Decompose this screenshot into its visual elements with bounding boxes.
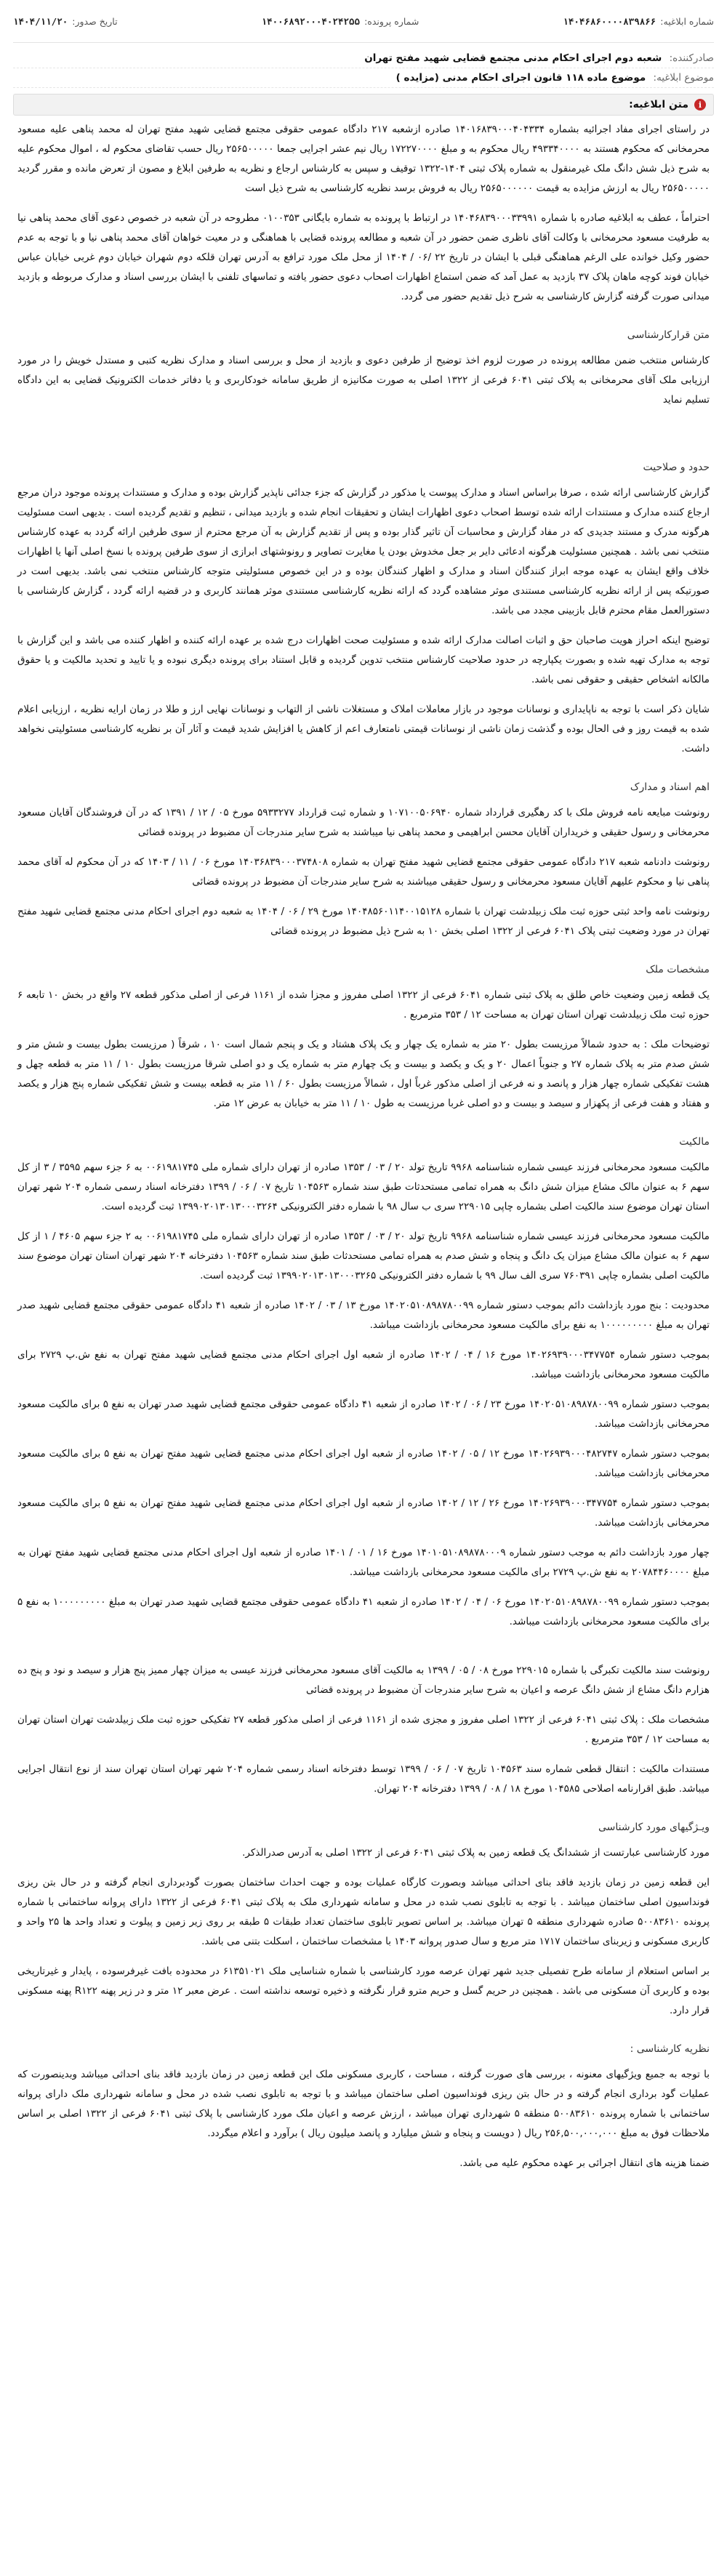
issue-date-label: تاریخ صدور: <box>72 15 118 27</box>
notice-header <box>13 0 714 43</box>
opinion-paragraph: با توجه به جمیع ویژگیهای معنونه ، بررسی های صورت گرفته ، مساحت ، کاربری مسکونی ملک این قطعه زمین در زمان بازدید فاقد بنای احداثی میباشد وبدینصورت که عملیات گود برداری انجام گرفته و در حال بتن ریزی فونداسیون اصلی ساختمان میباشد و با توجه به تابلوی نصب شده در محل و سامانه شهرداری ملک دارای پروانه ساختمانی با شماره پرونده ۵۰۰۸۳۶۱۰ منطقه ۵ شهرداری تهران میباشد ، ارزش عرصه و اعیان ملک مورد کارشناسی با پلاک ثبتی ۶۰۴۱ فرعی از ۱۳۲۲ اصلی بر اساس ملاحظات فوق به مبلغ ۲۵۶,۵۰۰,۰۰۰,۰۰۰ ریال ( دویست و پنجاه و شش میلیارد و پانصد میلیون ریال ) برآورد و اعلام میگردد. <box>17 2069 710 2139</box>
issue-date-value: ۱۴۰۴/۱۱/۲۰ <box>13 15 68 27</box>
location-paragraph: بر اساس استعلام از سامانه طرح تفصیلی جدید شهر تهران عرصه مورد کارشناسی با شماره شناسایی ملک ۶۱۳۵۱۰۲۱ در محدوده بافت غیرفرسوده ، پایدار و غیرتاریخی بوده و کاربری آن مسکونی می باشد . همچنین در حریم گسل و حریم مترو قرار نگرفته و ذخیره توسعه نداشته است . عرض معبر ۱۲ متر و در زیر پهنه R۱۲۲ پهنه مسکونی قرار دارد. <box>17 1965 710 2016</box>
scope-paragraph: گزارش کارشناسی ارائه شده ، صرفا براساس اسناد و مدارک پیوست یا مذکور در گزارش که جزء جدائی ناپذیر گزارش بوده و مدارک و مستندات پرونده موجود دران مرجع ارجاع کننده مدارک و مستندات ارائه شده توسط اصحاب دعوی اظهارات ایشان و تحقیقات انجام شده و بازدید میدانی ، تنظیم و تقدیم گردیده است . بدیهی است مسئولیت هرگونه مدرک و مستند جدیدی که در مفاد گزارش و محاسبات آن تاثیر گذار بوده و پس از تقدیم گزارش به آن مرجع محترم از سوی طرفین ارائه گردد به عهده کارشناس منتخب نمی باشد . همچنین مسئولیت هرگونه ادعائی دایر بر جعل مخدوش بودن یا مغایرت تصاویر و رونوشتهای ابرازی از سوی طرفین پرونده با نسخ اصلی آنها یا اظهارات خلاف واقع ایشان به عهده موجه ابراز کنندگان اسناد و مدارک و اظهار کنندگان بوده و در این خصوص مسئولیتی متوجه کارشناس منتخب نمی باشد. بدیهی است در صورتیکه پس از ارائه نظریه کارشناسی مستندی موثر مشاهده گردد که ارائه نظریه کارشناسی مستندی موثر همانند کاربری و در قضیه ارائه گردد ، گزارش کارشناسی با دستورالعمل مقام محترم قابل بازبینی مجدد می باشد. <box>17 487 710 616</box>
subject-label: موضوع ابلاغیه: <box>653 72 714 84</box>
features-heading: ویـژگیهای مورد کارشناسی <box>598 1822 710 1833</box>
document-paragraph: رونوشت دادنامه شعبه ۲۱۷ دادگاه عمومی حقوقی مجتمع قضایی شهید مفتح تهران به شماره ۱۴۰۳۶۸۳۹۰۰۰۳۷۴۸۰۸ مورخ ۰۶ / ۱۱ / ۱۴۰۳ که در آن محکوم له آقای محمد پناهی نیا و محکوم علیهم آقایان مسعود محرمخانی و رسول حقیقی میباشند به شرح سایر مندرجات آن مضبوط در پرونده قضائی <box>17 856 710 887</box>
notice-number-label: شماره ابلاغیه: <box>660 15 714 27</box>
subject-value: موضوع ماده ۱۱۸ قانون اجرای احکام مدنی (مزایده ) <box>395 72 646 84</box>
case-number <box>262 16 419 27</box>
assignment-heading: متن قرارکارشناسی <box>627 329 710 341</box>
issuer-label: صادرکننده: <box>669 52 714 64</box>
deed-paragraph: مستندات مالکیت : انتقال قطعی شماره سند ۱۰۴۵۶۳ تاریخ ۰۷ / ۰۶ / ۱۳۹۹ توسط دفترخانه اسناد رسمی شماره ۲۰۴ شهر تهران استان تهران سند از نوع انتقال اجرایی میباشد. طبق اقرارنامه اصلاحی ۱۰۴۵۸۵ مورخ ۱۸ / ۰۸ / ۱۳۹۹ دفترخانه ۲۰۴ تهران. <box>17 1763 710 1795</box>
restriction-paragraph: بموجب دستور شماره ۱۴۰۲۰۵۱۰۸۹۸۷۸۰۰۹۹ مورخ ۰۶ / ۰۴ / ۱۴۰۲ صادره از شعبه ۴۱ دادگاه عمومی حقوقی مجتمع قضایی شهید صدر تهران به مبلغ ۱۰۰۰۰۰۰۰۰۰ به نفع ۵ برای مالکیت مسعود محرمخانی بازداشت میباشد. <box>17 1596 710 1627</box>
features-paragraph: مورد کارشناسی عبارتست از ششدانگ یک قطعه زمین به پلاک ثبتی ۶۰۴۱ فرعی از ۱۳۲۲ اصلی به آدرس صدرالذکر. <box>242 1847 710 1859</box>
notice-text-heading <box>13 94 714 116</box>
deed-paragraph: رونوشت سند مالکیت تکبرگی با شماره ۲۲۹۰۱۵ مورخ ۰۸ / ۰۵ / ۱۳۹۹ به مالکیت آقای مسعود محرمخانی فرزند عیسی به میزان چهار ممیز پنج هزار و سیصد و نود و پنج ده هزارم دانگ مشاع از شش دانگ عرصه و اعیان به شرح سایر مندرجات آن مضبوط در پرونده قضائی <box>17 1665 710 1696</box>
restriction-paragraph: بموجب دستور شماره ۱۴۰۲۶۹۳۹۰۰۰۴۸۲۷۴۷ مورخ ۱۲ / ۰۵ / ۱۴۰۲ صادره از شعبه اول اجرای احکام مدنی مجتمع قضایی شهید مفتح تهران به نفع ۵ برای مالکیت مسعود محرمخانی بازداشت میباشد. <box>17 1448 710 1479</box>
scope-paragraph: توضیح اینکه احراز هویت صاحبان حق و اثبات اصالت مدارک ارائه شده و مسئولیت صحت اظهارات درج شده بر عهده ارائه کننده و اظهار کننده می باشد و این گزارش با توجه به مدارک تهیه شده و بصورت یکپارچه در حدود صلاحیت کارشناس منتخب تدوین گردیده و قابل استناد برای پرونده دیگری نبوده و یا تایید و تحدید مالکیت و یا حقوق مالکانه اشخاص حقیقی و حقوقی نمی باشد. <box>17 635 710 685</box>
document-paragraph: رونوشت نامه واحد ثبتی حوزه ثبت ملک زبیلدشت تهران با شماره ۱۴۰۴۸۵۶۰۱۱۴۰۰۱۵۱۲۸ مورخ ۲۹ / ۰۶ / ۱۴۰۴ به شعبه دوم اجرای احکام مدنی مجتمع قضایی شهید مفتح تهران در مورد وضعیت ثبتی پلاک ۶۰۴۱ فرعی از ۱۳۲۲ اصلی بخش ۱۰ به شرح ذیل مضبوط در پرونده قضائی <box>17 906 710 937</box>
document-paragraph: رونوشت مبایعه نامه فروش ملک با کد رهگیری قرارداد شماره ۱۰۷۱۰۰۵۰۶۹۴۰ و شماره ثبت قرارداد ۵۹۳۳۲۷۷ مورخ ۰۵ / ۱۲ / ۱۳۹۱ که در آن فروشندگان آقایان مسعود محرمخانی و رسول حقیقی و خریداران آقایان محسن ابراهیمی و محمد پناهی نیا میباشند به شرح سایر مندرجات آن مضبوط در پرونده قضائی <box>17 807 710 838</box>
ownership-paragraph: مالکیت مسعود محرمخانی فرزند عیسی شماره شناسنامه ۹۹۶۸ تاریخ تولد ۲۰ / ۰۳ / ۱۳۵۳ صادره از تهران دارای شماره ملی ۰۰۶۱۹۸۱۷۴۵ به ۲ جزء سهم ۴۶۰۵ / ۱ از کل سهم ۶ به عنوان مالک مشاع میزان یک دانگ و پنجاه و شش صدم به همراه تمامی مستحدثات طبق سند شماره ۱۰۴۵۶۳ دفترخانه ۲۰۴ شهر تهران استان تهران موضوع سند مالکیت اصلی بشماره چاپی ۷۶۰۳۹۱ سری الف سال ۹۹ با شماره دفتر الکترونیکی ۱۳۹۹۰۲۰۱۳۰۱۳۰۰۰۳۲۶۵ ثبت گردیده است. <box>17 1231 710 1281</box>
specs-paragraph: توضیحات ملک : به حدود شمالاً مرزیست بطول ۲۰ متر به شماره یک چهار و یک پلاک هشتاد و یک و پنجم شمال است ۱۰ ، شرقاً ( مرزیست بطول بیست و شش متر و شش صدم متر به پلاک شماره ۲۷ و جنوباً اعمال ۲۰ و یک و یکصد و بیست و یک چهارم متر به شماره یک و دو اصلی شرقا مرزیست بطول ۱۰ / ۱۱ متر به قطعه چهل و هشت تفکیکی شماره چهار هزار و پانصد و نه فرعی از اصلی مذکور غرباً اول ، شمالاً مرزیست بطول ۶۰ / ۱۱ متر به قطعه بیست و شش تفکیکی شماره پنج هزار و یکصد و هفتاد و هفت فرعی از پکهزار و سیصد و بیست و دو اصلی غربا مرزیست به طول ۱۰ / ۱۱ متر به خیابان به عرض ۱۲ متر. <box>17 1039 710 1109</box>
opinion-paragraph: ضمنا هزینه های انتقال اجرائی بر عهده محکوم علیه می باشد. <box>459 2157 710 2169</box>
notice-body <box>13 116 714 2173</box>
scope-paragraph: شایان ذکر است با توجه به ناپایداری و نوسانات موجود در بازار معاملات املاک و مستغلات ناشی از التهاب و نوسانات نهایی ارز و طلا در زمان ارایه نظریه ، ارزیابی اعلام شده به قیمت روز و فی الحال بوده و گذشت زمان ناشی از نوسانات قیمتی نامتعارف اعم از کاهش یا افزایش شدید قیمت و آثار آن بر نظریه کارشناسی مسئولیتی نخواهد داشت. <box>17 704 710 754</box>
scope-heading: حدود و صلاحیت <box>643 462 710 473</box>
ownership-paragraph: مالکیت مسعود محرمخانی فرزند عیسی شماره شناسنامه ۹۹۶۸ تاریخ تولد ۲۰ / ۰۳ / ۱۳۵۳ صادره از تهران دارای شماره ملی ۰۰۶۱۹۸۱۷۴۵ به ۶ جزء سهم ۳۵۹۵ / ۳ از کل سهم ۶ به عنوان مالک مشاع میزان شش دانگ به همراه تمامی مستحدثات طبق سند شماره ۱۰۴۵۶۳ تاریخ ۰۷ / ۰۶ / ۱۳۹۹ دفترخانه اسناد رسمی شماره ۲۰۴ شهر تهران استان تهران موضوع سند مالکیت اصلی بشماره چاپی ۲۲۹۰۱۵ سری ب سال ۹۸ با شماره دفتر الکترونیکی ۱۳۹۹۰۲۰۱۳۰۱۳۰۰۰۳۲۶۴ ثبت گردیده است. <box>17 1162 710 1212</box>
issue-date <box>13 16 118 27</box>
deed-paragraph: مشخصات ملک : پلاک ثبتی ۶۰۴۱ فرعی از ۱۳۲۲ اصلی مفروز و مجزی شده از ۱۱۶۱ فرعی از اصلی مذکور قطعه ۲۷ تفکیکی حوزه ثبت ملک زبیلدشت تهران استان تهران به مساحت ۱۲ / ۳۵۳ مترمربع . <box>17 1714 710 1745</box>
opinion-heading: نظریه کارشناسی : <box>630 2043 710 2055</box>
restriction-paragraph: بموجب دستور شماره ۱۴۰۲۶۹۳۹۰۰۰۳۴۷۷۵۴ مورخ ۱۶ / ۰۴ / ۱۴۰۲ صادره از شعبه اول اجرای احکام مدنی مجتمع قضایی شهید مفتح تهران به نفع ش.پ ۲۷۲۹ برای مالکیت مسعود محرمخانی بازداشت میباشد. <box>17 1349 710 1380</box>
ownership-heading: مالکیت <box>679 1136 710 1148</box>
case-number-value: ۱۴۰۰۶۸۹۲۰۰۰۴۰۲۴۲۵۵ <box>261 15 361 27</box>
features-paragraph: این قطعه زمین در زمان بازدید فاقد بنای احداثی میباشد وبصورت کارگاه عملیات بوده و جهت احداث ساختمان بصورت گودبرداری انجام گرفته و در حال بتن ریزی فونداسیون اصلی ساختمان میباشد . با توجه به تابلوی نصب شده در محل و سامانه شهرداری ملک به پلاک ثبتی ۶۰۴۱ فرعی از ۱۳۲۲ دارای پروانه ساختمانی با شماره پرونده ۵۰۰۸۳۶۱۰ صادره شهرداری منطقه ۵ تهران میباشد. بر اساس تصویر تابلوی ساختمان تعداد طبقات ۵ طبقه بر روی زیر زمین و پیلوت و تعداد واحد ها ۲۵ واحد و کاربری مسکونی و زیربنای ساختمان ۱۷۱۷ متر مربع و سال صدور پروانه ۱۴۰۳ با مشخصات ساختمان ، اسکلت بتنی می باشد. <box>17 1877 710 1947</box>
restriction-paragraph: بموجب دستور شماره ۱۴۰۲۶۹۳۹۰۰۰۳۴۷۷۵۴ مورخ ۲۶ / ۱۲ / ۱۴۰۲ صادره از شعبه اول اجرای احکام مدنی مجتمع قضایی شهید مفتح تهران به نفع ۵ برای مالکیت مسعود محرمخانی بازداشت میباشد. <box>17 1497 710 1529</box>
expert-intro-paragraph: احتراماً ، عطف به ابلاغیه صادره با شماره ۱۴۰۴۶۸۳۹۰۰۰۳۳۹۹۱ در ارتباط با پرونده به شماره بایگانی ۰۱۰۰۳۵۳ مطروحه در آن شعبه در خصوص دعوی آقای محمد پناهی نیا به طرفیت مسعود محرمخانی با وکالت آقای ناظری ضمن حضور در آن شعبه و مطالعه پرونده قضایی با هماهنگی و در معیت خواهان آقای محمد پناهی نیا و با توجه به عدم حضور وکیل خوانده علی الرغم هماهنگی قبلی با ایشان در تاریخ ۲۲ /۰۶ / ۱۴۰۴ از محل ملک مورد ترافع به آدرس تهران قلکه دوم شهران خیابان دوم غربی خیابان عباس خیابان فوند کوچه ماهان پلاک ۳۷ بازدید به عمل آمد که ضمن استماع اظهارات اصحاب دعوی حضور یافته و تماسهای تلفنی با ایشان بررسی اسناد و مدارک مربوطه و بازدید میدانی صورت گرفته گزارش کارشناسی به شرح ذیل تقدیم حضور می گردد. <box>17 212 710 302</box>
spacer <box>17 420 710 439</box>
intro-paragraph: در راستای اجرای مفاد اجرائیه بشماره ۱۴۰۱۶۸۳۹۰۰۰۴۰۴۳۳۴ صادره ازشعبه ۲۱۷ دادگاه عمومی حقوقی مجتمع قضایی شهید مفتح تهران له محمد پناهی علیه مسعود محرمخانی که محکوم هستند به ۴۹۳۳۴۰۰۰۰ ریال محکوم به و مبلغ ۱۷۲۲۷۰۰۰۰ ریال نیم عشر اجرایی جمعا ۲۵۶۵۰۰۰۰۰ ریال حسب تقاضای محکوم له ، اموال محکوم علیه به شرح ذیل شش دانگ ملک غیرمنقول به شماره پلاک ثبتی ۱۴۰۴-۱۳۲۲ توقیف و سپس به کارشناس ارجاع و نظریه به طرفین ابلاغ و مصون از تعرض مانده و مقرر گردید ۲۵۶۵۰۰۰۰۰ ریال به ارزش مزایده به قیمت ۲۵۶۵۰۰۰۰۰۰ ریال به فروش برسد نظریه کارشناسی به شرح ذیل است <box>17 124 710 194</box>
documents-heading: اهم اسناد و مدارک <box>630 781 710 793</box>
restriction-paragraph: بموجب دستور شماره ۱۴۰۲۰۵۱۰۸۹۸۷۸۰۰۹۹ مورخ ۲۳ / ۰۶ / ۱۴۰۲ صادره از شعبه ۴۱ دادگاه عمومی حقوقی مجتمع قضایی شهید صدر تهران به نفع ۵ برای مالکیت مسعود محرمخانی بازداشت میباشد. <box>17 1398 710 1430</box>
restriction-paragraph: چهار مورد بازداشت دائم به موجب دستور شماره ۱۴۰۱۰۵۱۰۸۹۸۷۸۰۰۰۹ مورخ ۱۶ / ۰۱ / ۱۴۰۱ صادره از شعبه اول اجرای احکام مدنی مجتمع قضایی شهید مفتح تهران به مبلغ ۲۰۷۸۴۴۶۰۰۰۰ به نفع ش.پ ۲۷۲۹ برای مالکیت مسعود محرمخانی بازداشت میباشد. <box>17 1547 710 1578</box>
subject-row <box>13 68 714 88</box>
notice-text-title: متن ابلاغیه: <box>629 99 688 110</box>
assignment-paragraph: کارشناس منتخب ضمن مطالعه پرونده در صورت لزوم اخذ توضیح از طرفین دعوی و بازدید از محل و بررسی اسناد و مدارک نظریه کتبی و مستدل خویش را در مورد ارزیابی ملک آقای محرمخانی به پلاک ثبتی ۶۰۴۱ فرعی از ۱۳۲۲ اصلی به صورت مکانیزه از طریق سامانه خودکاربری و یا دفاتر خدمات الکترونیک قضایی به این دادگاه تسلیم نماید <box>17 355 710 406</box>
case-number-label: شماره پرونده: <box>364 15 419 27</box>
spacer <box>17 1642 710 1661</box>
restriction-paragraph: محدودیت : بنج مورد بازداشت دائم بموجب دستور شماره ۱۴۰۲۰۵۱۰۸۹۸۷۸۰۰۹۹ مورخ ۱۳ / ۰۳ / ۱۴۰۲ صادره از شعبه ۴۱ دادگاه عمومی حقوقی مجتمع قضایی شهید صدر تهران به مبلغ ۱۰۰۰۰۰۰۰۰۰ به نفع برای مالکیت مسعود محرمخانی بازداشت میباشد. <box>17 1300 710 1331</box>
notice-meta <box>13 43 714 89</box>
issuer-row <box>13 49 714 68</box>
specs-heading: مشخصات ملک <box>646 964 710 975</box>
notice-number <box>563 16 714 27</box>
specs-paragraph: یک قطعه زمین وضعیت خاص طلق به پلاک ثبتی شماره ۶۰۴۱ فرعی از ۱۳۲۲ اصلی مفروز و مجزا شده از ۱۱۶۱ فرعی از اصلی مذکور قطعه ۲۷ واقع در بخش ۱۰ تابعه ۶ حوزه ثبت ملک زبیلدشت تهران استان تهران به مساحت ۱۲ / ۳۵۳ مترمربع . <box>17 989 710 1021</box>
info-icon: i <box>694 99 706 110</box>
notice-number-value: ۱۴۰۴۶۸۶۰۰۰۰۸۳۹۸۶۶ <box>563 15 656 27</box>
issuer-value: شعبه دوم اجرای احکام مدنی مجتمع قضایی شهید مفتح تهران <box>364 52 662 64</box>
